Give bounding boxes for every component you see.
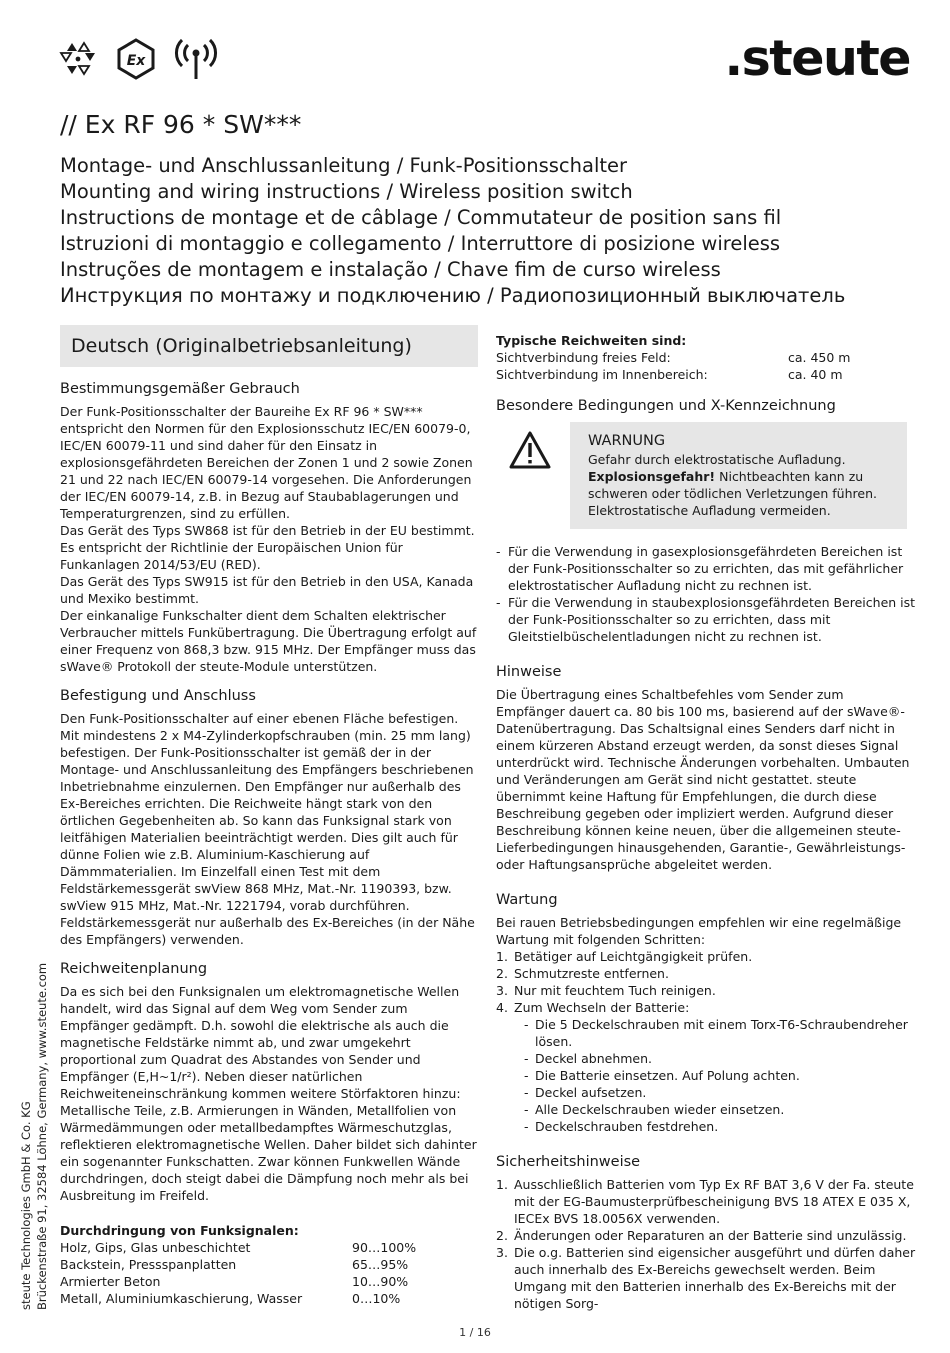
- warning-triangle-icon: [508, 430, 552, 470]
- section-maintenance: [496, 891, 916, 1135]
- table-row: Sichtverbindung freies Feld: ca. 450 m: [496, 350, 851, 365]
- battery-steps-list: [514, 1016, 916, 1135]
- list-item: 3. Die o.g. Batterien sind eigensicher ausgeführt und dürfen daher auch innerhalb des Ex-Bereichs gewechselt werden. Beim Umgang mit den Batterien innerhalb des Ex-Bereichs mit der nötigen Sorg-: [496, 1245, 916, 1311]
- section-title: Bestimmungsgemäßer Gebrauch: [60, 381, 300, 397]
- list-item: - Die Batterie einsetzen. Auf Polung achten.: [524, 1067, 916, 1084]
- section-special-conditions: [496, 397, 916, 645]
- warning-box: [570, 422, 907, 529]
- section-range-planning: [60, 960, 478, 1204]
- range-table: [496, 332, 916, 383]
- warning-block: [496, 422, 916, 529]
- right-column: [496, 332, 916, 1312]
- language-heading: Deutsch (Originalbetriebsanleitung): [60, 325, 478, 367]
- list-item: - Deckelschrauben festdrehen.: [524, 1118, 916, 1135]
- list-item: - Alle Deckelschrauben wieder einsetzen.: [524, 1101, 916, 1118]
- section-title: Wartung: [496, 892, 558, 908]
- maintenance-list: [496, 948, 916, 1135]
- table-row: Armierter Beton 10…90%: [60, 1274, 409, 1289]
- paragraph: Das Gerät des Typs SW915 ist für den Betrieb in den USA, Kanada und Mexiko bestimmt.: [60, 574, 474, 606]
- document-title: // Ex RF 96 * SW***: [60, 110, 302, 139]
- list-item: - Die 5 Deckelschrauben mit einem Torx-T6-Schraubendreher lösen.: [524, 1016, 916, 1050]
- ex-label: Ex: [126, 53, 146, 69]
- paragraph: Das Gerät des Typs SW868 ist für den Betrieb in der EU bestimmt. Es entspricht der Richtlinie der Europäischen Union für Funkanlagen 2014/53/EU (RED).: [60, 523, 475, 572]
- list-item: 3. Nur mit feuchtem Tuch reinigen.: [496, 983, 716, 998]
- subtitle-ru: Инструкция по монтажу и подключению / Радиопозиционный выключатель: [60, 284, 846, 307]
- table-row: Metall, Aluminiumkaschierung, Wasser 0…10%: [60, 1291, 401, 1306]
- paragraph: Die Übertragung eines Schaltbefehles vom Sender zum Empfänger dauert ca. 80 bis 100 ms, basierend auf der sWave®-Datenübertragung. Das Schaltsignal eines Senders darf nicht in einem kürzeren Abstand erzeugt werden, da sonst dieses Signal unterdrückt wird. Technische Änderungen vorbehalten. Umbauten und Veränderungen am Gerät sind nicht gestattet. steute übernimmt keine Haftung für Empfehlungen, die durch diese Beschreibung gegeben oder impliziert werden. Aufgrund dieser Beschreibung können keine neuen, über die allgemeinen steute-Lieferbedingungen hinausgehenden, Garantie-, Gewährleistungs- oder Haftungsansprüche abgeleitet werden.: [496, 687, 910, 872]
- section-title: Sicherheitshinweise: [496, 1154, 641, 1170]
- table-row: Sichtverbindung im Innenbereich: ca. 40 m: [496, 367, 843, 382]
- table-title: Durchdringung von Funksignalen:: [60, 1223, 299, 1238]
- page-number: 1 / 16: [459, 1326, 491, 1339]
- wireless-antenna-icon: [174, 37, 218, 81]
- list-item: - Deckel aufsetzen.: [524, 1084, 916, 1101]
- company-address: [18, 963, 50, 1310]
- left-column: [60, 325, 478, 1307]
- warning-line: Explosionsgefahr! Nichtbeachten kann zu schweren oder tödlichen Verletzungen führen.: [588, 469, 877, 501]
- conditions-list: [496, 543, 916, 645]
- list-item: - Deckel abnehmen.: [524, 1050, 916, 1067]
- list-item: 1. Betätiger auf Leichtgängigkeit prüfen.: [496, 949, 753, 964]
- subtitle-fr: Instructions de montage et de câblage / Commutateur de position sans fil: [60, 206, 782, 229]
- subtitle-list: [60, 153, 920, 309]
- ex-hexagon-icon: [116, 38, 156, 80]
- steute-logo: .steute: [724, 30, 910, 87]
- list-item: 4. Zum Wechseln der Batterie: - Die 5 Deckelschrauben mit einem Torx-T6-Schraubendreher lösen. - Deckel abnehmen. - Die Batterie einsetzen. Auf Polung achten. - Deckel aufsetzen. - Alle Deckelschrauben wieder einsetzen. - Deckelschrauben festdrehen.: [496, 999, 916, 1135]
- section-title: Besondere Bedingungen und X-Kennzeichnung: [496, 398, 836, 414]
- warning-title: WARNUNG: [588, 433, 666, 449]
- company-street: Brückenstraße 91, 32584 Löhne, Germany, www.steute.com: [35, 962, 49, 1310]
- penetration-table: [60, 1222, 478, 1307]
- section-mounting: [60, 687, 478, 948]
- section-safety: [496, 1153, 916, 1312]
- paragraph: Bei rauen Betriebsbedingungen empfehlen wir eine regelmäßige Wartung mit folgenden Schritten:: [496, 915, 902, 947]
- list-item: - Für die Verwendung in staubexplosionsgefährdeten Bereichen ist der Funk-Positionsschalter so zu errichten, dass mit Gleitstielbüschelentladungen nicht zu rechnen ist.: [496, 594, 916, 645]
- table-row: Backstein, Pressspanplatten 65…95%: [60, 1257, 409, 1272]
- subtitle-pt: Instruções de montagem e instalação / Chave fim de curso wireless: [60, 258, 721, 281]
- table-title: Typische Reichweiten sind:: [496, 333, 687, 348]
- safety-list: [496, 1176, 916, 1312]
- warning-line: Gefahr durch elektrostatische Aufladung.: [588, 452, 846, 467]
- list-item: 2. Änderungen oder Reparaturen an der Batterie sind unzulässig.: [496, 1228, 907, 1243]
- certification-icons: [58, 36, 218, 82]
- list-item: 1. Ausschließlich Batterien vom Typ Ex RF BAT 3,6 V der Fa. steute mit der EG-Baumusterprüfbescheinigung BVS 18 ATEX E 035 X, IECEx BVS 18.0056X verwenden.: [496, 1177, 914, 1226]
- section-title: Befestigung und Anschluss: [60, 688, 256, 704]
- paragraph: Da es sich bei den Funksignalen um elektromagnetische Wellen handelt, wird das Signal auf dem Weg vom Sender zum Empfänger gedämpft. D.h. sowohl die elektrische als auch die magnetische Feldstärke nimmt ab, und zwar umgekehrt proportional zum Quadrat des Abstandes von Sender und Empfänger (E,H~1/r²). Neben dieser natürlichen Reichweiteneinschränkung kommen weitere Störfaktoren hinzu: Metallische Teile, z.B. Armierungen in Wänden, Metallfolien von Wärmedämmungen oder metallbedampftes Wärmeschutzglas, reflektieren elektromagnetische Wellen. Daher bildet sich dahinter ein sogenannter Funkschatten. Zwar können Funkwellen Wände durchdringen, doch steigt dabei die Dämpfung noch mehr als bei Ausbreitung im Freifeld.: [60, 984, 477, 1203]
- ex-atex-dust-gas-icon: [58, 39, 98, 79]
- subtitle-de: Montage- und Anschlussanleitung / Funk-Positionsschalter: [60, 154, 628, 177]
- warning-line: Elektrostatische Aufladung vermeiden.: [588, 503, 831, 518]
- subtitle-it: Istruzioni di montaggio e collegamento / Interruttore di posizione wireless: [60, 232, 781, 255]
- list-item: 2. Schmutzreste entfernen.: [496, 966, 669, 981]
- section-intended-use: [60, 380, 478, 675]
- company-name: steute Technologies GmbH & Co. KG: [19, 1101, 33, 1310]
- section-title: Hinweise: [496, 664, 562, 680]
- warning-icon-wrap: [496, 422, 568, 474]
- section-notes: [496, 663, 916, 873]
- paragraph: Der Funk-Positionsschalter der Baureihe Ex RF 96 * SW*** entspricht den Normen für den Explosionsschutz IEC/EN 60079-0, IEC/EN 60079-11 und sind daher für den Einsatz in explosionsgefährdeten Bereichen der Zonen 1 und 2 sowie Zonen 21 und 22 nach IEC/EN 60079-14 vorgesehen. Die Anforderungen der IEC/EN 60079-14, z.B. in Bezug auf Staubablagerungen und Temperaturgrenzen, sind zu erfüllen.: [60, 404, 473, 521]
- list-item: - Für die Verwendung in gasexplosionsgefährdeten Bereichen ist der Funk-Positionsschalter so zu errichten, das mit gefährlicher elektrostatischer Aufladung nicht zu rechnen ist.: [496, 543, 916, 594]
- subtitle-en: Mounting and wiring instructions / Wireless position switch: [60, 180, 633, 203]
- section-title: Reichweitenplanung: [60, 961, 208, 977]
- paragraph: Den Funk-Positionsschalter auf einer ebenen Fläche befestigen. Mit mindestens 2 x M4-Zylinderkopfschrauben (min. 25 mm lang) befestigen. Der Funk-Positionsschalter ist gemäß der in der Montage- und Anschlussanleitung des Empfängers beschriebenen Inbetriebnahme einzulernen. Den Empfänger nur außerhalb des Ex-Bereiches errichten. Die Reichweite hängt stark von den örtlichen Gegebenheiten ab. So kann das Funksignal stark von leitfähigen Materialien beeinträchtigt werden. Dies gilt auch für dünne Folien wie z.B. Aluminium-Kaschierung auf Dämmmaterialien. Im Einzelfall einen Test mit dem Feldstärkemessgerät swView 868 MHz, Mat.-Nr. 1190393, bzw. swView 915 MHz, Mat.-Nr. 1221794, vorab durchführen. Feldstärkemessgerät nur außerhalb des Ex-Bereiches (in der Nähe des Empfängers) verwenden.: [60, 711, 475, 947]
- paragraph: Der einkanalige Funkschalter dient dem Schalten elektrischer Verbraucher mittels Funkübertragung. Die Übertragung erfolgt auf einer Frequenz von 868,3 bzw. 915 MHz. Der Empfänger muss das sWave® Protokoll der steute-Module unterstützen.: [60, 608, 477, 674]
- table-row: Holz, Gips, Glas unbeschichtet 90…100%: [60, 1240, 417, 1255]
